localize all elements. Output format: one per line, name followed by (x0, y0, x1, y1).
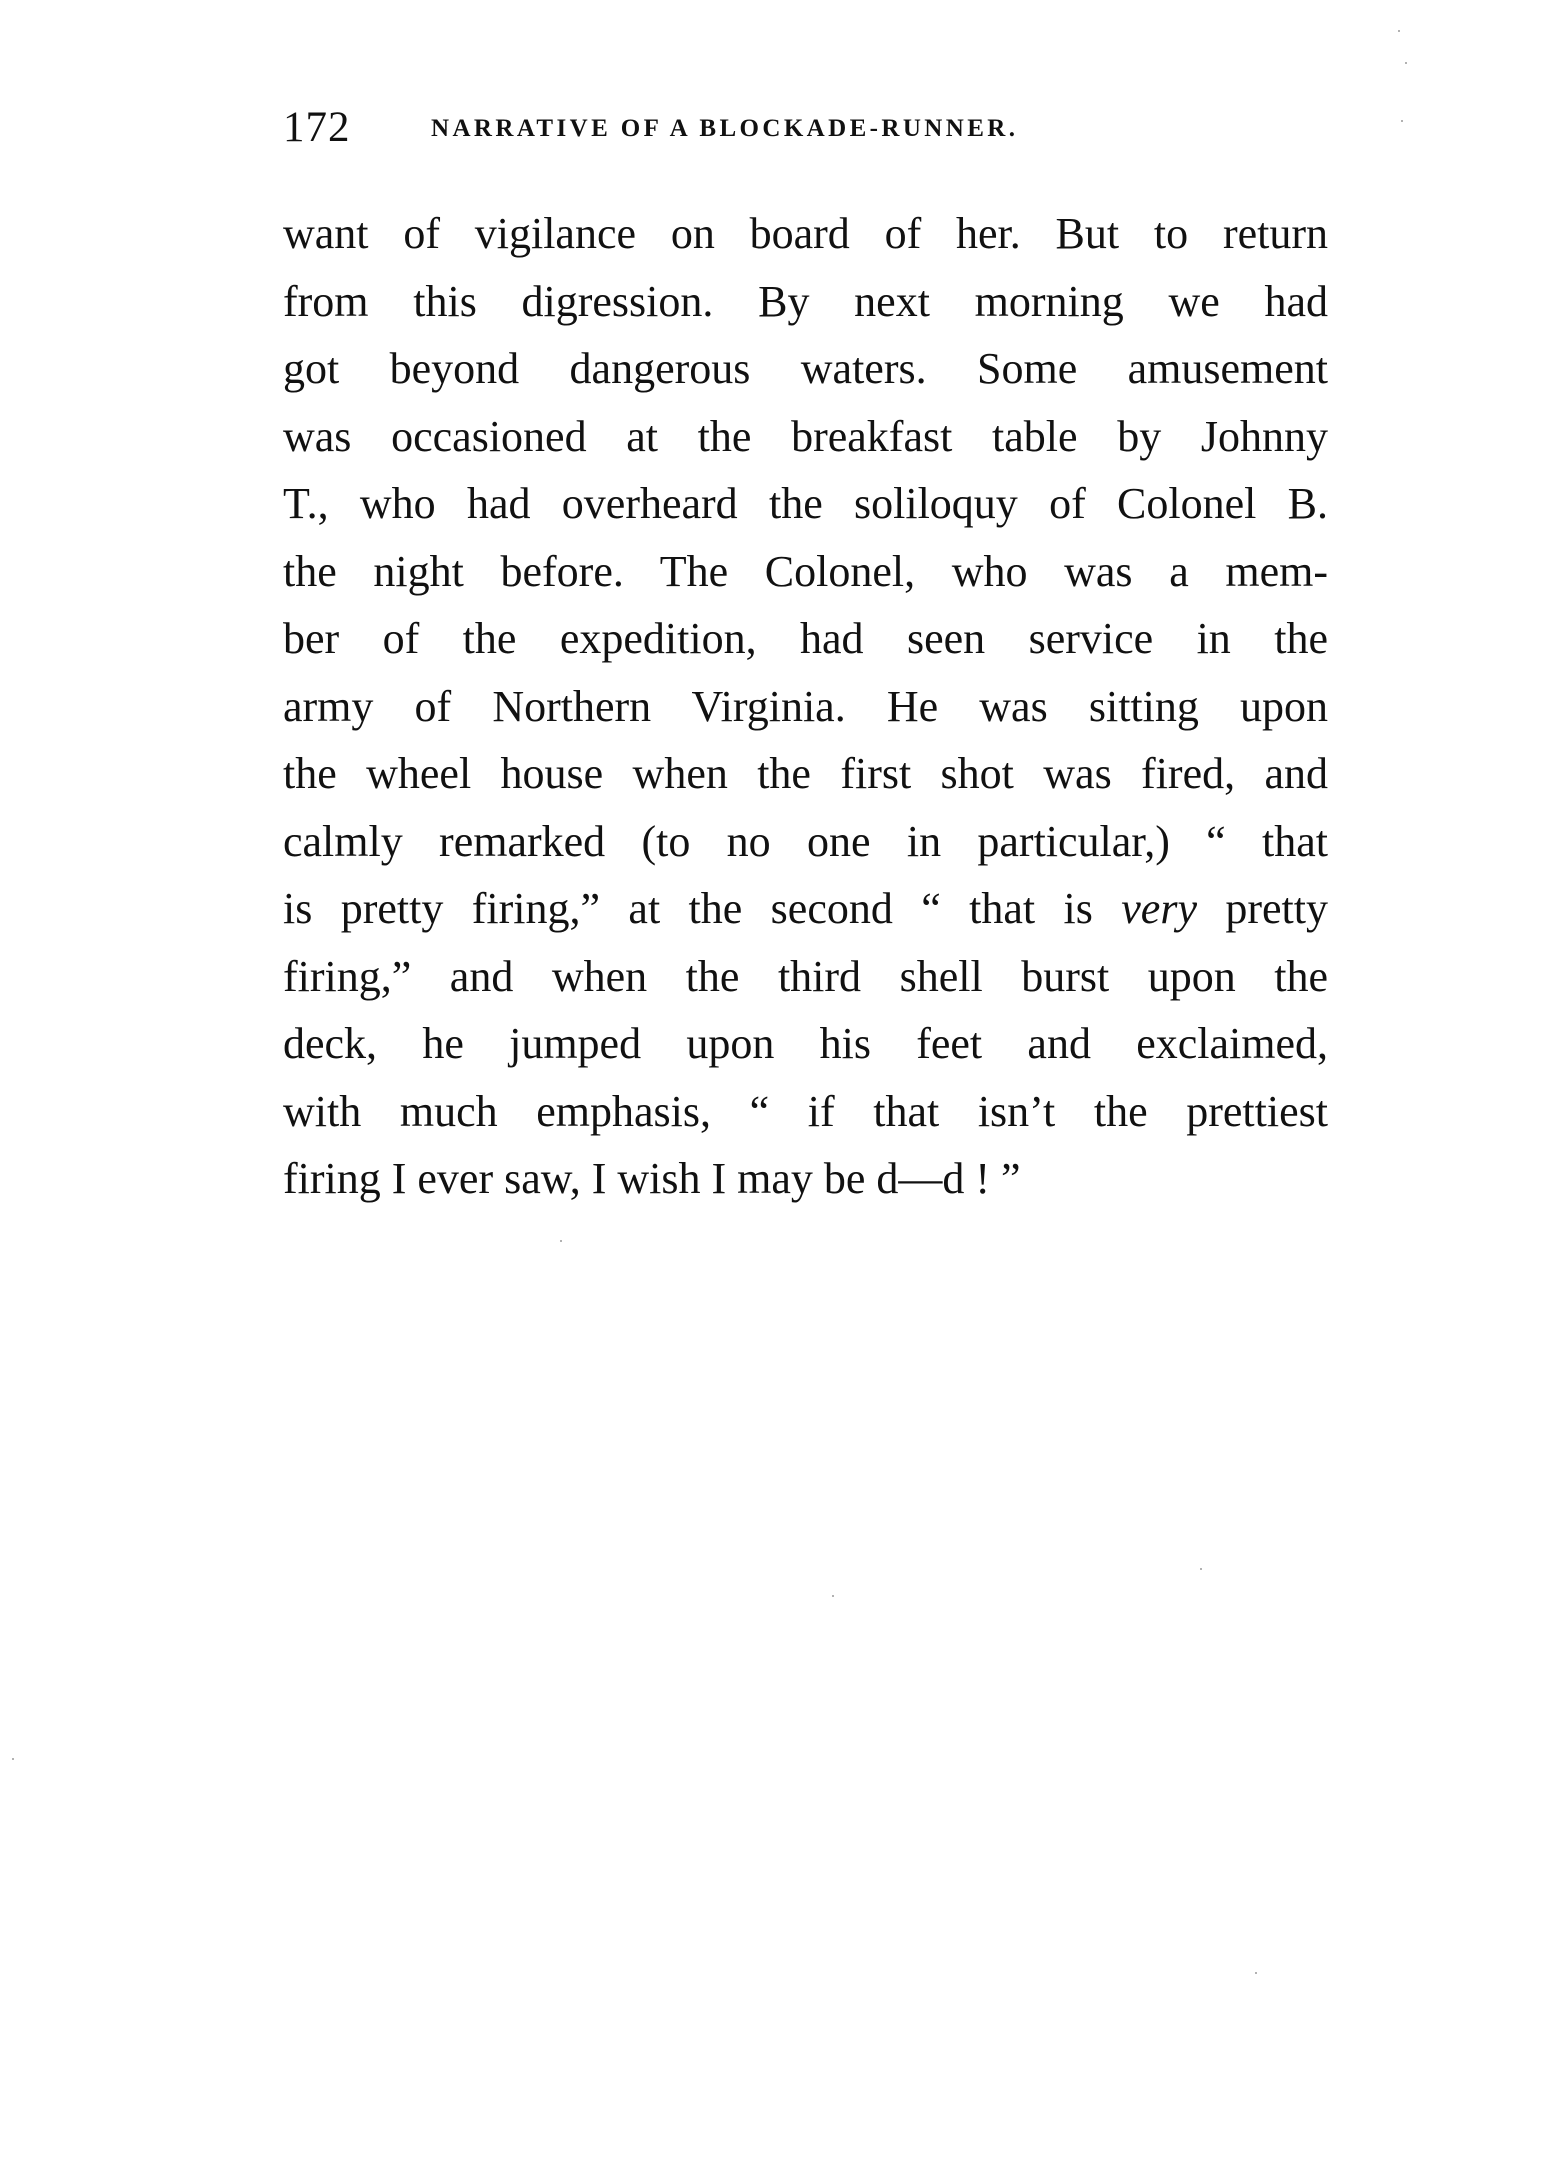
text-line: ber of the expedition, had seen service in the (283, 614, 1328, 663)
running-title: NARRATIVE OF A BLOCKADE-RUNNER. (431, 115, 1019, 142)
text-line: with much emphasis, “ if that isn’t the prettiest (283, 1086, 1328, 1136)
page-number: 172 (283, 104, 351, 151)
text-line: deck, he jumped upon his feet and exclaimed, (283, 1019, 1328, 1068)
paper-speck (1401, 120, 1403, 122)
paper-speck (1398, 30, 1400, 32)
paper-speck (560, 1240, 562, 1242)
text-line: firing,” and when the third shell burst upon the (283, 951, 1328, 1001)
paper-speck (12, 1758, 14, 1760)
text-line: army of Northern Virginia. He was sitting upon (283, 681, 1328, 731)
text-line: from this digression. By next morning we had (283, 276, 1328, 326)
text-line: the wheel house when the first shot was fired, and (283, 749, 1328, 798)
line-text-before-italic: is pretty firing,” at the second “ that is (283, 884, 1122, 933)
text-line: got beyond dangerous waters. Some amusement (283, 344, 1328, 393)
text-line: T., who had overheard the soliloquy of Colonel B. (283, 479, 1328, 528)
paper-speck (1405, 62, 1407, 64)
paper-speck (832, 1595, 834, 1597)
text-line: want of vigilance on board of her. But to return (283, 209, 1328, 258)
text-line: the night before. The Colonel, who was a mem- (283, 546, 1328, 596)
text-line: calmly remarked (to no one in particular,) “ that (283, 816, 1328, 866)
running-head (283, 98, 1343, 158)
text-line-with-italic (283, 875, 1328, 943)
text-line: was occasioned at the breakfast table by Johnny (283, 411, 1328, 461)
text-line: firing I ever saw, I wish I may be d—d ! ” (283, 1154, 1021, 1203)
line-text-after-italic: pretty (1196, 884, 1328, 933)
paper-speck (1255, 1972, 1257, 1974)
paper-speck (1200, 1568, 1202, 1570)
italic-word: very (1121, 884, 1197, 933)
body-text (283, 200, 1328, 1213)
